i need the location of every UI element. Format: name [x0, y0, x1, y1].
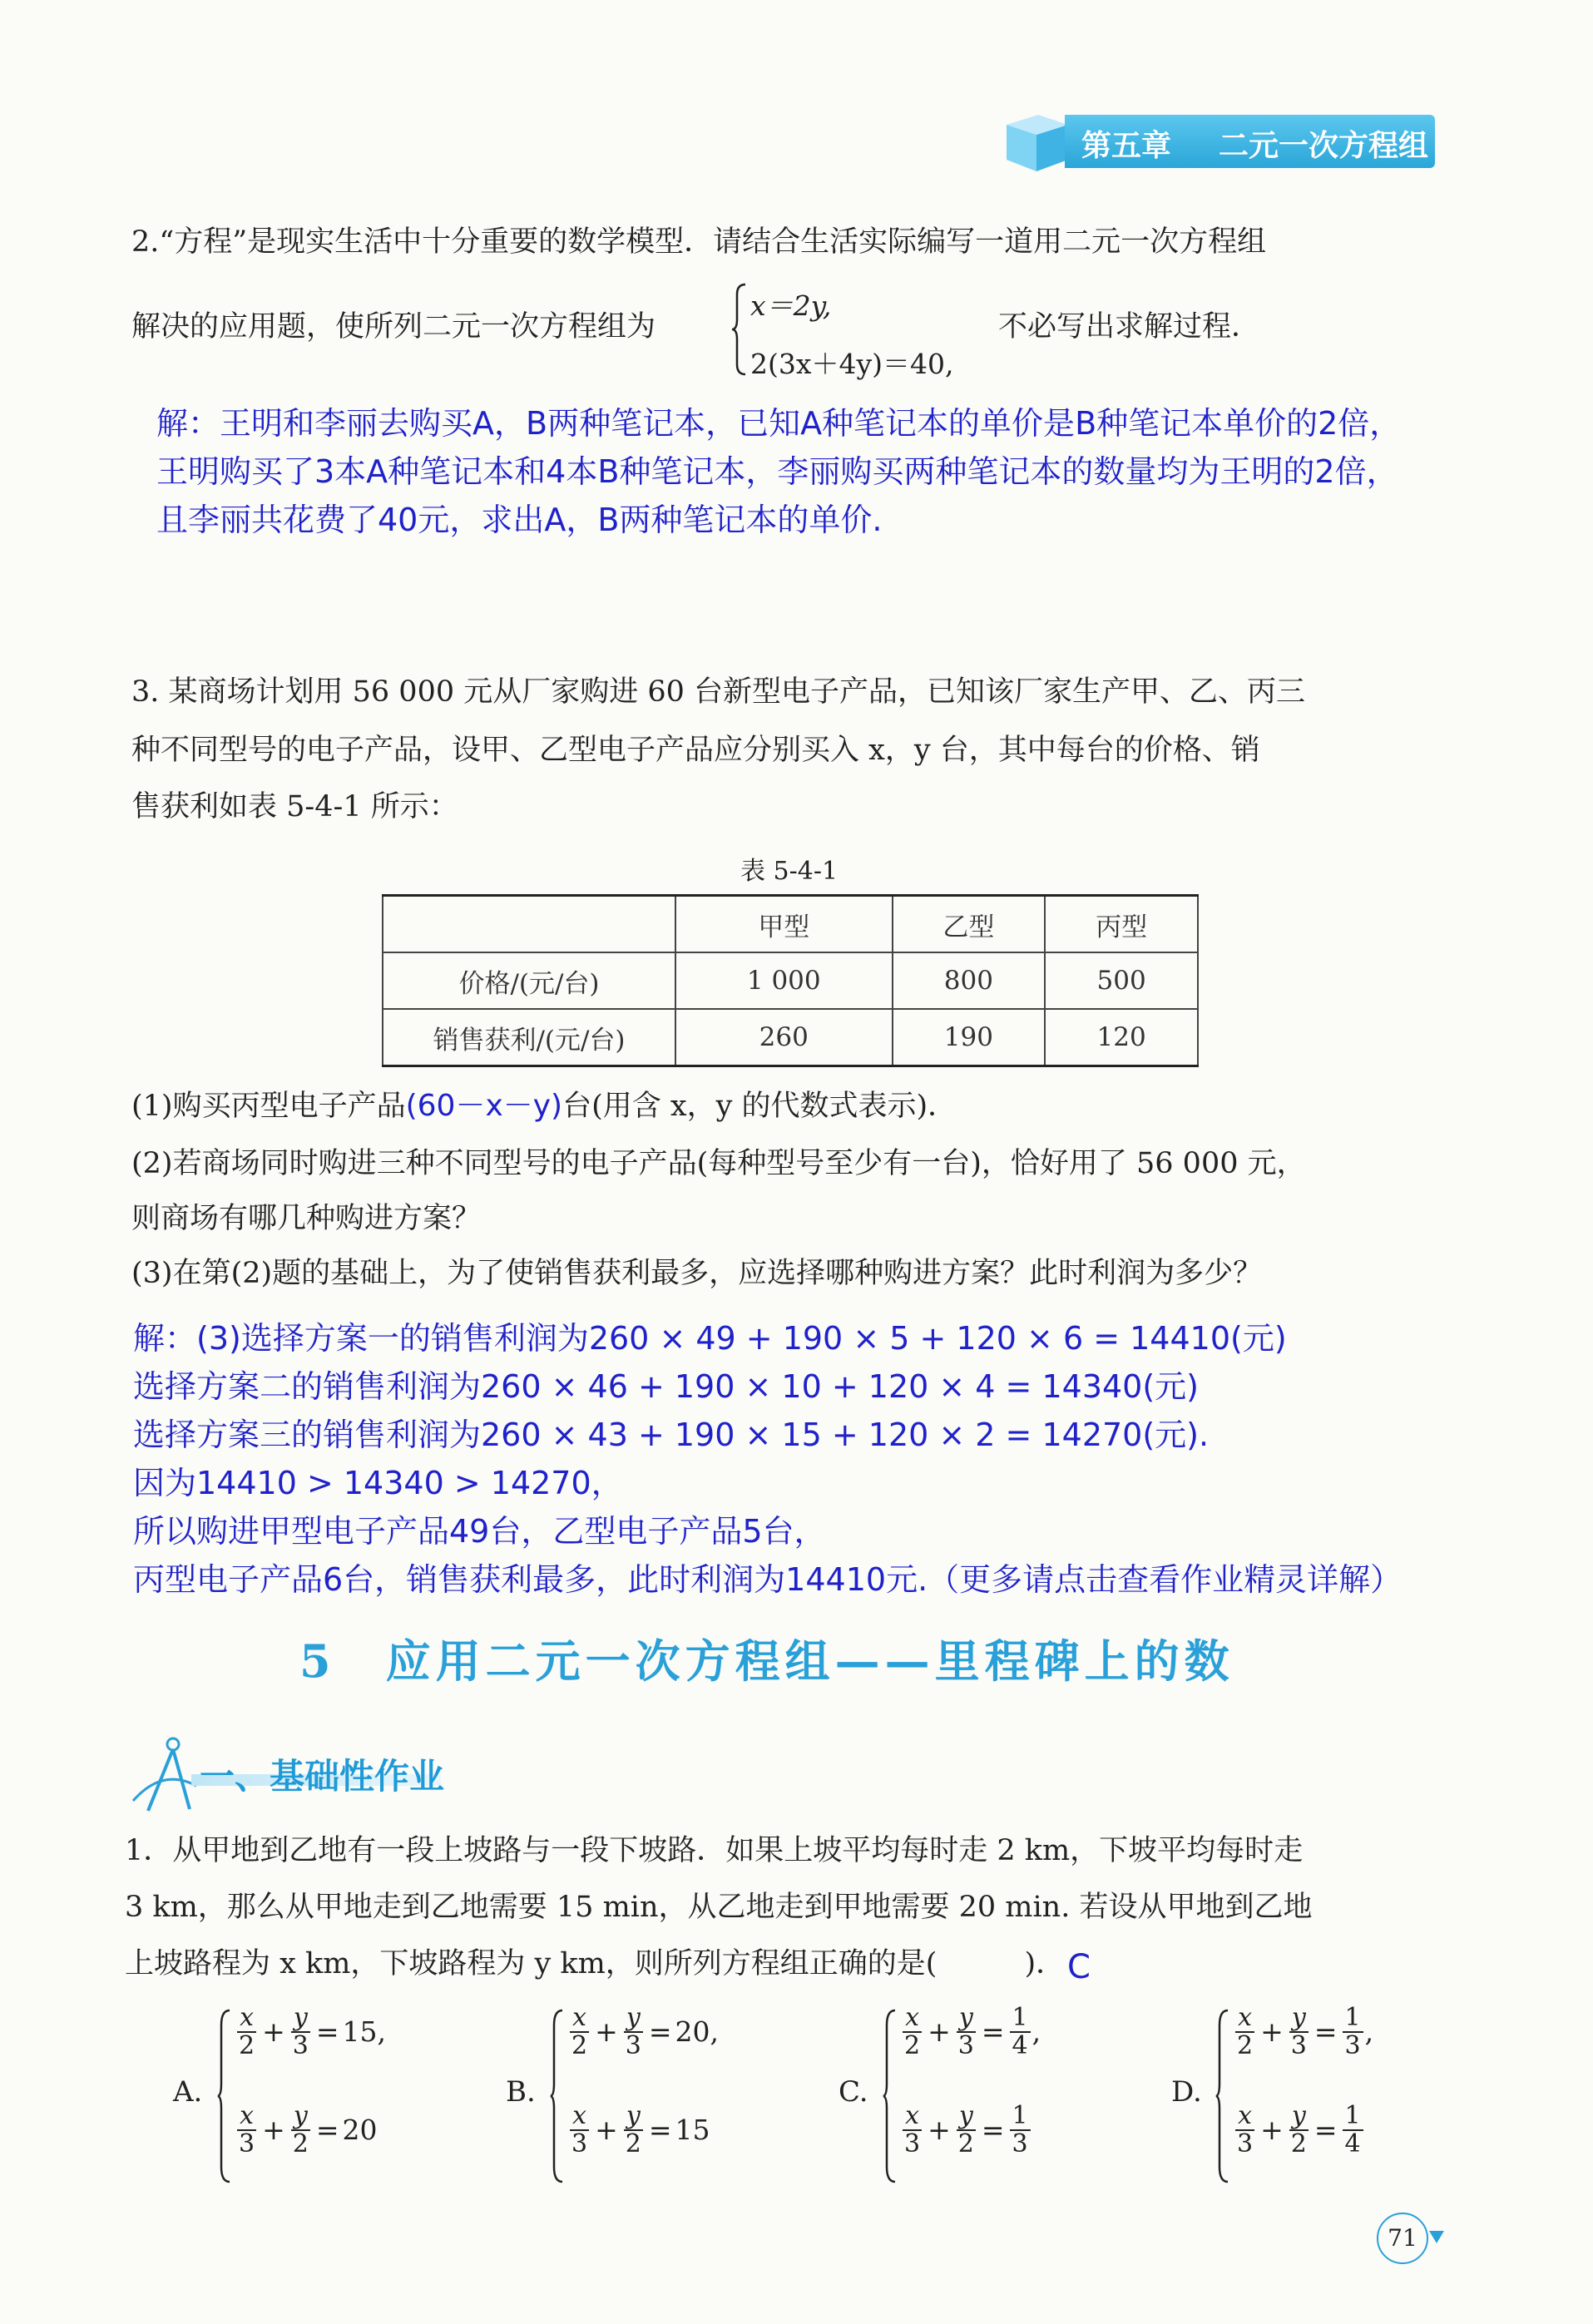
q2-answer-3: 且李丽共花费了40元，求出A，B两种笔记本的单价. — [156, 502, 883, 538]
s1-line2: 3 km，那么从甲地走到乙地需要 15 min，从乙地走到甲地需要 20 min. 若设从甲地到乙地 — [125, 1891, 1313, 1924]
option-a-rhs1: 15, — [342, 2015, 386, 2048]
chapter-title: 二元一次方程组 — [1219, 129, 1429, 163]
left-brace-icon — [882, 2009, 898, 2183]
page-number: 71 — [1377, 2213, 1428, 2264]
table-row-label: 销售获利/(元/台) — [383, 1009, 675, 1066]
option-d — [1171, 2005, 1446, 2196]
fraction-numerator: 1 — [1010, 2103, 1031, 2131]
fraction-numerator: 1 — [1010, 2005, 1031, 2033]
q3-answer-1: 解：(3)选择方案一的销售利润为260 × 49 + 190 × 5 + 120 × 6 = 14410(元) — [133, 1320, 1287, 1357]
option-d-eq2: $\frac{x}{3}$ + $\frac{y}{2}$ = $\frac{1}{4}$ — [1233, 2103, 1365, 2157]
section-title: 5 应用二元一次方程组——里程碑上的数 — [299, 1634, 1234, 1688]
s1-line1: 1．从甲地到乙地有一段上坡路与一段下坡路．如果上坡平均每时走 2 km，下坡平均每时走 — [125, 1834, 1304, 1867]
option-b — [506, 2005, 780, 2196]
q2-line1: 2.“方程”是现实生活中十分重要的数学模型．请结合生活实际编写一道用二元一次方程组 — [131, 225, 1267, 259]
fraction-denominator: 3 — [1344, 2030, 1361, 2060]
option-c — [839, 2005, 1113, 2196]
left-brace-icon — [216, 2009, 233, 2183]
q2-line2-pre: 解决的应用题，使所列二元一次方程组为 — [131, 310, 656, 344]
option-a-eq2: $\frac{x}{3}$ + $\frac{y}{2}$ = 20 — [239, 2101, 378, 2158]
table-caption: 表 5-4-1 — [740, 857, 839, 886]
q3-line3: 售获利如表 5-4-1 所示： — [131, 790, 458, 823]
subsection-header — [125, 1734, 507, 1817]
price-table — [382, 894, 1199, 1067]
q3-line1: 3. 某商场计划用 56 000 元从厂家购进 60 台新型电子产品，已知该厂家生产甲、乙、丙三 — [131, 675, 1306, 709]
option-a-rhs2: 20 — [342, 2114, 378, 2146]
option-c-eq2: $\frac{x}{3}$ + $\frac{y}{2}$ = $\frac{1}{3}$ — [900, 2103, 1032, 2157]
option-label: B. — [506, 2075, 536, 2109]
left-brace-icon — [730, 283, 749, 376]
fraction-denominator: 4 — [1344, 2129, 1361, 2158]
table-cell: 800 — [893, 952, 1046, 1009]
q3-sub1 — [131, 1091, 957, 1121]
option-b-eq2: $\frac{x}{3}$ + $\frac{y}{2}$ = 15 — [571, 2101, 710, 2158]
chapter-label: 第五章 — [1081, 129, 1172, 163]
fraction-numerator: 1 — [1343, 2005, 1363, 2033]
q3-answer-5: 所以购进甲型电子产品49台，乙型电子产品5台， — [133, 1513, 826, 1550]
subsection-title: 一、基础性作业 — [200, 1756, 445, 1797]
s1-answer: C — [1067, 1948, 1091, 1986]
q2-line2-post: 不必写出求解过程． — [998, 310, 1261, 344]
q3-sub1-pre: (1)购买丙型电子产品 — [131, 1090, 406, 1123]
fraction-denominator: 4 — [1012, 2030, 1028, 2060]
table-row — [383, 952, 1198, 1009]
table-cell: 260 — [675, 1009, 893, 1066]
option-b-eq1: $\frac{x}{2}$ + $\frac{y}{3}$ = 20, — [571, 2003, 719, 2060]
option-a — [173, 2005, 448, 2196]
q3-sub1-post: 台(用含 x，y 的代数式表示)． — [562, 1090, 957, 1123]
q2-answer-1: 解：王明和李丽去购买A，B两种笔记本，已知A种笔记本的单价是B种笔记本单价的2倍， — [156, 405, 1402, 442]
table-row-label: 价格/(元/台) — [383, 952, 675, 1009]
fraction-numerator: 1 — [1343, 2103, 1363, 2131]
q3-sub1-answer: (60－x－y) — [405, 1089, 563, 1123]
option-d-eq1: $\frac{x}{2}$ + $\frac{y}{3}$ = $\frac{1}{3}$ , — [1237, 2003, 1374, 2060]
table-cell — [383, 896, 675, 953]
fraction-denominator: 3 — [1012, 2129, 1028, 2158]
table-cell: 500 — [1045, 952, 1198, 1009]
q2-eq2: 2(3x＋4y)＝40, — [750, 348, 954, 380]
table-cell: 1 000 — [675, 952, 893, 1009]
q2-eq1: x＝2y, — [750, 289, 832, 322]
s1-line3: 上坡路程为 x km，下坡路程为 y km，则所列方程组正确的是( )． — [125, 1947, 1066, 1980]
q3-answer-3: 选择方案三的销售利润为260 × 43 + 190 × 15 + 120 × 2 = 14270(元). — [133, 1417, 1210, 1453]
option-label: A. — [173, 2075, 203, 2109]
table-header-row — [383, 896, 1198, 953]
option-b-rhs1: 20, — [675, 2015, 719, 2048]
table-row — [383, 1009, 1198, 1066]
q3-answer-2: 选择方案二的销售利润为260 × 46 + 190 × 10 + 120 × 4 = 14340(元) — [133, 1368, 1199, 1405]
option-b-rhs2: 15 — [675, 2114, 710, 2146]
q2-answer-2: 王明购买了3本A种笔记本和4本B种笔记本，李丽购买两种笔记本的数量均为王明的2倍， — [156, 453, 1398, 490]
compass-icon — [125, 1734, 200, 1817]
q3-sub2-line1: (2)若商场同时购进三种不同型号的电子产品(每种型号至少有一台)，恰好用了 56 000 元， — [131, 1147, 1306, 1180]
table-cell: 120 — [1045, 1009, 1198, 1066]
option-c-eq1: $\frac{x}{2}$ + $\frac{y}{3}$ = $\frac{1}{4}$ , — [904, 2003, 1041, 2060]
table-cell: 190 — [893, 1009, 1046, 1066]
table-header: 甲型 — [675, 896, 893, 953]
table-header: 丙型 — [1045, 896, 1198, 953]
option-label: C. — [839, 2075, 868, 2109]
q3-sub2-line2: 则商场有哪几种购进方案？ — [131, 1202, 482, 1235]
left-brace-icon — [1215, 2009, 1231, 2183]
table-header: 乙型 — [893, 896, 1046, 953]
arrow-down-icon — [1429, 2231, 1444, 2244]
q3-answer-4: 因为14410 > 14340 > 14270， — [133, 1465, 623, 1501]
q3-answer-6: 丙型电子产品6台，销售获利最多，此时利润为14410元.（更多请点击查看作业精灵详解） — [133, 1561, 1403, 1598]
option-label: D. — [1171, 2075, 1202, 2109]
chapter-banner — [998, 108, 1439, 175]
cube-icon — [998, 108, 1071, 175]
option-a-eq1: $\frac{x}{2}$ + $\frac{y}{3}$ = 15, — [239, 2003, 386, 2060]
q3-sub3: (3)在第(2)题的基础上，为了使销售获利最多，应选择哪种购进方案？此时利润为多少？ — [131, 1257, 1263, 1290]
left-brace-icon — [549, 2009, 566, 2183]
q3-line2: 种不同型号的电子产品，设甲、乙型电子产品应分别买入 x，y 台，其中每台的价格、销 — [131, 734, 1260, 767]
